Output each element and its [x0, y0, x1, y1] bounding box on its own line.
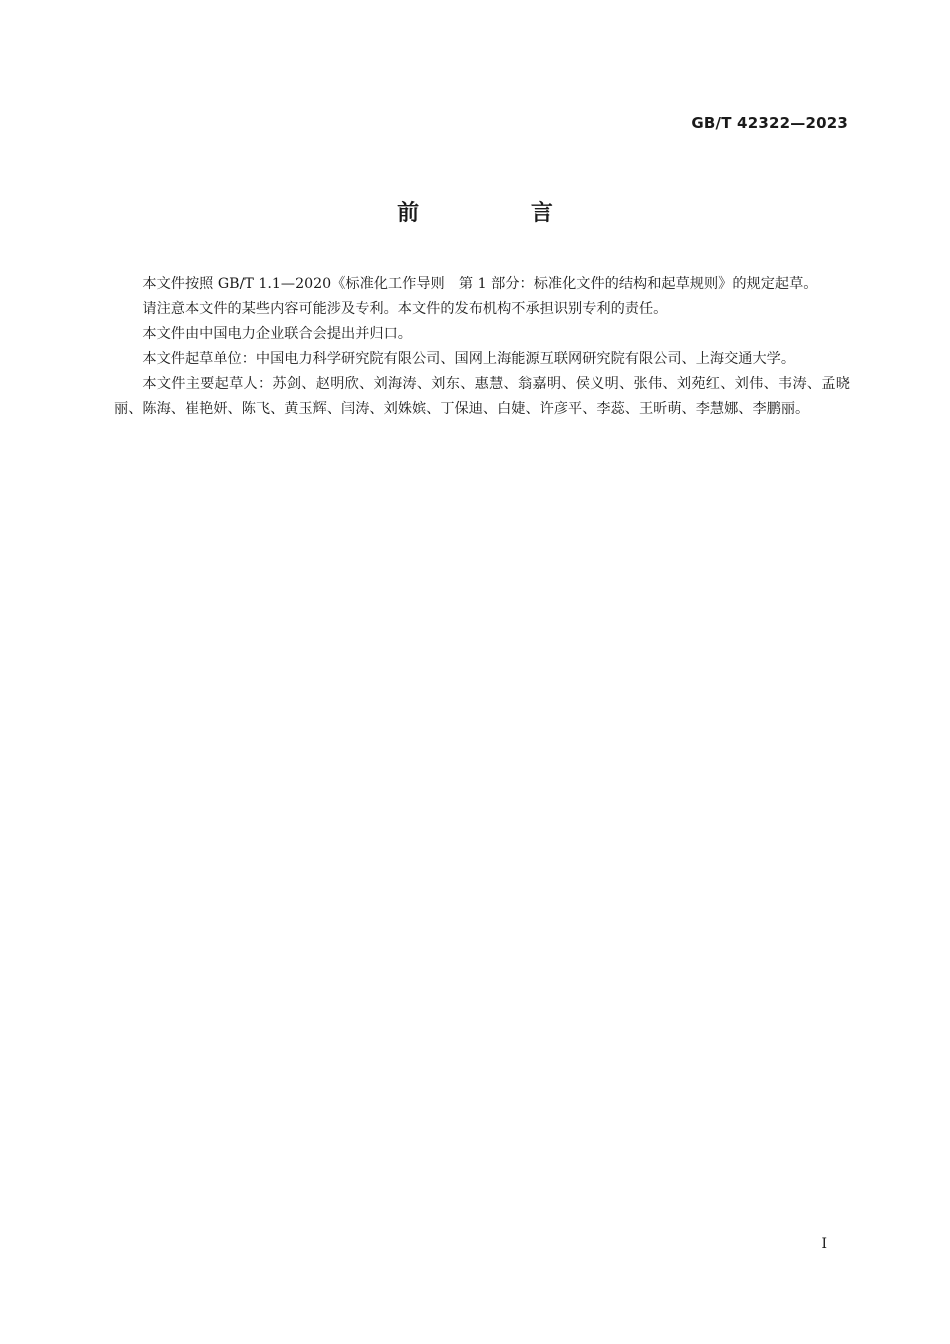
page-number: I — [821, 1236, 827, 1252]
paragraph-drafters: 本文件主要起草人：苏剑、赵明欣、刘海涛、刘东、惠慧、翁嘉明、侯义明、张伟、刘苑红、刘伟、韦涛、孟晓丽、陈海、崔艳妍、陈飞、黄玉辉、闫涛、刘姝嫔、丁保迪、白婕、许彦平、李蕊、王昕萌、李慧娜、李鹏丽。 — [114, 376, 850, 417]
paragraph-drafting-units: 本文件起草单位：中国电力科学研究院有限公司、国网上海能源互联网研究院有限公司、上海交通大学。 — [142, 351, 796, 367]
foreword-body — [114, 272, 850, 422]
page-title: 前 言 — [397, 201, 605, 226]
standard-number: GB/T 42322—2023 — [691, 114, 848, 132]
paragraph-patent-notice: 请注意本文件的某些内容可能涉及专利。本文件的发布机构不承担识别专利的责任。 — [142, 301, 668, 317]
paragraph-proposer: 本文件由中国电力企业联合会提出并归口。 — [142, 326, 412, 342]
paragraph-drafting-rules: 本文件按照 GB/T 1.1—2020《标准化工作导则 第 1 部分：标准化文件的结构和起草规则》的规定起草。 — [142, 276, 818, 292]
